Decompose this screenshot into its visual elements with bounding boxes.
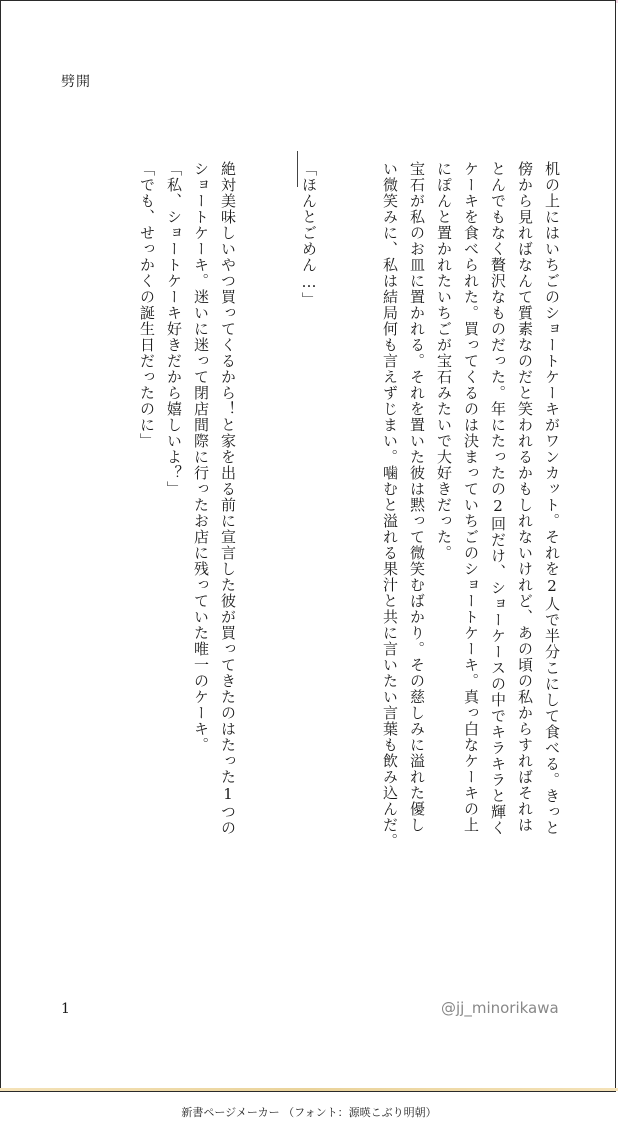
- bottom-accent-line: [0, 1088, 618, 1091]
- body-column: 「でも、せっかくの誕生日だったのに」: [138, 161, 156, 449]
- scene-break-dash: [297, 151, 298, 187]
- body-column: 傍から見ればなんて質素なのだと笑われるかもしれないけれど、あの頃の私からすればそれは: [516, 161, 534, 833]
- body-column: とんでもなく贅沢なものだった。年にたったの2回だけ、ショーケースの中でキラキラと輝く: [489, 161, 507, 836]
- vertical-text-block: [61, 161, 563, 961]
- body-column: 絶対美味しいやつ買ってくるから！と家を出る前に宣言した彼が買ってきたのはたった1つの: [219, 161, 237, 836]
- body-column: 「私、ショートケーキ好きだから嬉しいよ？」: [165, 161, 183, 497]
- page-number: 1: [61, 1001, 70, 1017]
- running-head: 劈開: [61, 74, 91, 90]
- footer-credit: 新書ページメーカー （フォント：源暎こぶり明朝）: [181, 1106, 437, 1119]
- body-column: 机の上にはいちごのショートケーキがワンカット。それを2人で半分こにして食べる。きっと: [543, 161, 561, 836]
- body-column: [352, 161, 374, 941]
- author-handle: @jj_minorikawa: [441, 999, 559, 1017]
- body-column: ショートケーキ。迷いに迷って閉店間際に行ったお店に残っていた唯一のケーキ。: [192, 161, 210, 753]
- body-column: [325, 161, 347, 941]
- body-column: い微笑みに、私は結局何も言えずじまい。噛むと溢れる果汁と共に言いたい言葉も飲み込んだ。: [381, 161, 399, 849]
- body-column: [271, 161, 293, 941]
- body-column: 宝石が私のお皿に置かれる。それを置いた彼は黙って微笑むばかり。その慈しみに溢れた優し: [408, 161, 426, 833]
- body-column: 「ほんとごめん…」: [300, 161, 318, 308]
- body-column: ケーキを食べられた。買ってくるのは決まっていちごのショートケーキ。真っ白なケーキの上: [462, 161, 480, 833]
- body-column: にぽんと置かれたいちごが宝石みたいで大好きだった。: [435, 161, 453, 561]
- body-column: [244, 161, 266, 941]
